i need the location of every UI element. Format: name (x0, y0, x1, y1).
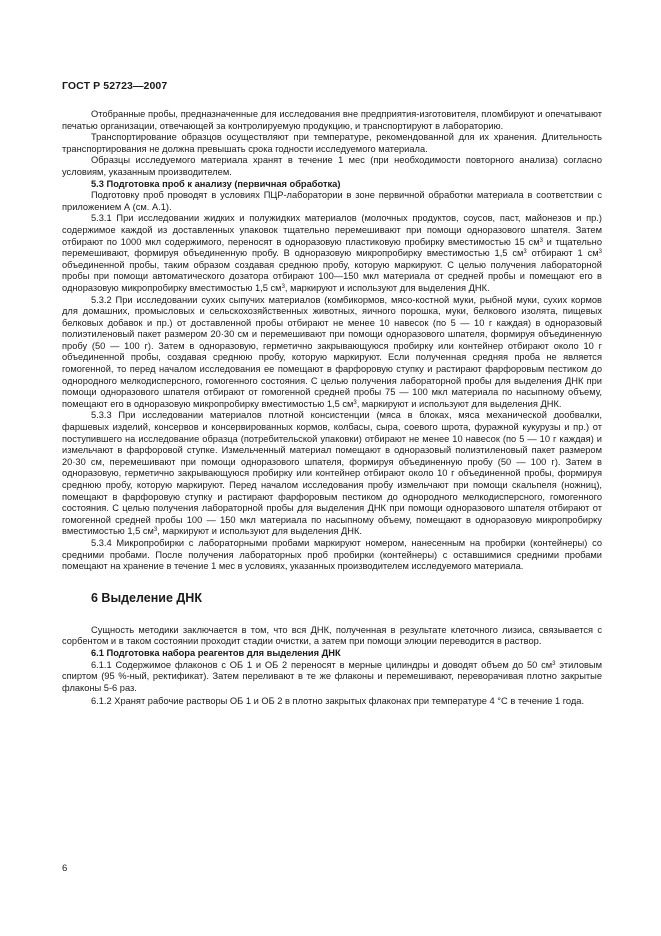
section-5-3-title: 5.3 Подготовка проб к анализу (первичная обработка) (91, 178, 341, 189)
paragraph-transport: Транспортирование образцов осуществляют при температуре, рекомендованной для их хранения. Длительность транспортирования не должна превышать срока годности исследуемого материала. (62, 132, 602, 154)
section-6-title: 6 Выделение ДНК (91, 590, 202, 605)
page-number: 6 (62, 863, 68, 874)
page-content (62, 109, 602, 708)
paragraph-storage: Образцы исследуемого материала хранят в течение 1 мес (при необходимости повторного анализа) согласно условиям, указанным производителем. (62, 155, 602, 177)
paragraph-5-3-4: 5.3.4 Микропробирки с лабораторными пробами маркируют номером, нанесенным на пробирки (контейнеры) со средними пробами. После получения лабораторных проб пробирки (контейнеры) с оставшимися средними пробами помещают на хранение в течение 1 мес в условиях, указанных производителем исследуемого материала. (62, 537, 602, 572)
section-6-intro: Сущность методики заключается в том, что вся ДНК, полученная в результате клеточного лизиса, связывается с сорбентом и в таком состоянии проходит стадии очистки, а затем при помощи элюции переводится в раствор. (62, 624, 602, 647)
section-6-1-title: 6.1 Подготовка набора реагентов для выделения ДНК (91, 647, 341, 658)
paragraph-5-3-2: 5.3.2 При исследовании сухих сыпучих материалов (комбикормов, мясо-костной муки, рыбной муки, сухих кормов для домашних, промысловых и сельскохозяйственных животных, яичного порошка, муки, белкового изолята, пищевых белковых добавок и пр.) от доставленной пробы отбирают не менее 10 навесок (по 5 — 10 г каждая) в одноразовый полиэтиленовый пакет размером 20·30 см и перемешивают при помощи одноразового шпателя, формируя объединенную пробу (50 — 100 г). Затем в одноразовую, герметично закрывающуюся пробирку или контейнер отбирают около 10 г объединенной пробы, создавая среднюю пробу, которую маркируют. Если полученная средняя проба не является гомогенной, то перед началом исследования ее помещают в фарфоровую ступку и растирают фарфоровым пестиком до однородного мелкодисперсного, гомогенного состояния. С целью получения лабораторной пробы для выделения ДНК при помощи одноразового шпателя отбирают от гомогенной средней пробы 75 — 100 мкл материала по насыпному объему, помещают его в одноразовую микропробирку вместимостью 1,5 $см^3$, маркируют и используют для выделения ДНК. (62, 294, 602, 409)
paragraph-5-3-1: 5.3.1 При исследовании жидких и полужидких материалов (молочных продуктов, соусов, паст, майонезов и пр.) содержимое каждой из доставленных упаковок тщательно перемешивают при помощи одноразового шпателя. Затем отбирают по 1000 мкл содержимого, переносят в одноразовую пластиковую пробирку вместимостью 15 $см^3$ и тщательно перемешивают, формируя объединенную пробу. В одноразовую микропробирку вместимостью 1,5 $см^3$ отбирают 1 $см^3$ объединенной пробы, таким образом создавая среднюю пробу, которую маркируют. С целью получения лабораторной пробы при помощи автоматического дозатора отбирают 100—150 мкл материала от средней пробы и помещают его в одноразовую микропробирку вместимостью 1,5 $см^3$, маркируют и используют для выделения ДНК. (62, 213, 602, 293)
paragraph-5-3-3: 5.3.3 При исследовании материалов плотной консистенции (мяса в блоках, мяса механической дообвалки, фаршевых изделий, консервов и консервированных кормов, колбасы, сыра, соевого шрота, фуражной кукурузы и пр.) от поступившего на исследование образца (потребительской упаковки) отбирают не менее 10 навесок (по 5 — 10 г каждая) и измельчают в фарфоровой ступке. Измельченный материал помещают в одноразовый полиэтиленовый пакет размером 20·30 см, перемешивают при помощи одноразового шпателя, формируя объединенную пробу (50 — 100 г). Затем в одноразовую, герметично закрывающуюся пробирку или контейнер отбирают около 10 г объединенной пробы, формируя среднюю пробу, которую маркируют. Перед началом исследования пробу измельчают при помощи скальпеля (ножниц), помещают в фарфоровую ступку и растирают фарфоровым пестиком до однородного мелкодисперсного, гомогенного состояния. С целью получения лабораторной пробы для выделения ДНК при помощи одноразового шпателя отбирают от гомогенной средней пробы 100 — 150 мкл материала по насыпному объему, помещают в одноразовую микропробирку вместимостью 1,5 $см^3$, маркируют и используют для выделения ДНК. (62, 410, 602, 537)
paragraph-sealing: Отобранные пробы, предназначенные для исследования вне предприятия-изготовителя, пломбируют и опечатывают печатью организации, отвечающей за контролируемую продукцию, и транспортируют в лабораторию. (62, 109, 602, 131)
section-5-3-intro: Подготовку проб проводят в условиях ПЦР-лаборатории в зоне первичной обработки материала в соответствии с приложением А (см. А.1). (62, 190, 602, 212)
paragraph-6-1-1: 6.1.1 Содержимое флаконов с ОБ 1 и ОБ 2 переносят в мерные цилиндры и доводят объем до 50 $см^3$ этиловым спиртом (95 %-ный, ректификат). Затем переливают в те же флаконы и перемешивают, переворачивая плотно закрытые флаконы 5-6 раз. (62, 659, 602, 693)
standard-id: ГОСТ Р 52723—2007 (62, 80, 168, 92)
paragraph-6-1-2: 6.1.2 Хранят рабочие растворы ОБ 1 и ОБ 2 в плотно закрытых флаконах при температуре 4 °С в течение 1 года. (91, 696, 585, 707)
